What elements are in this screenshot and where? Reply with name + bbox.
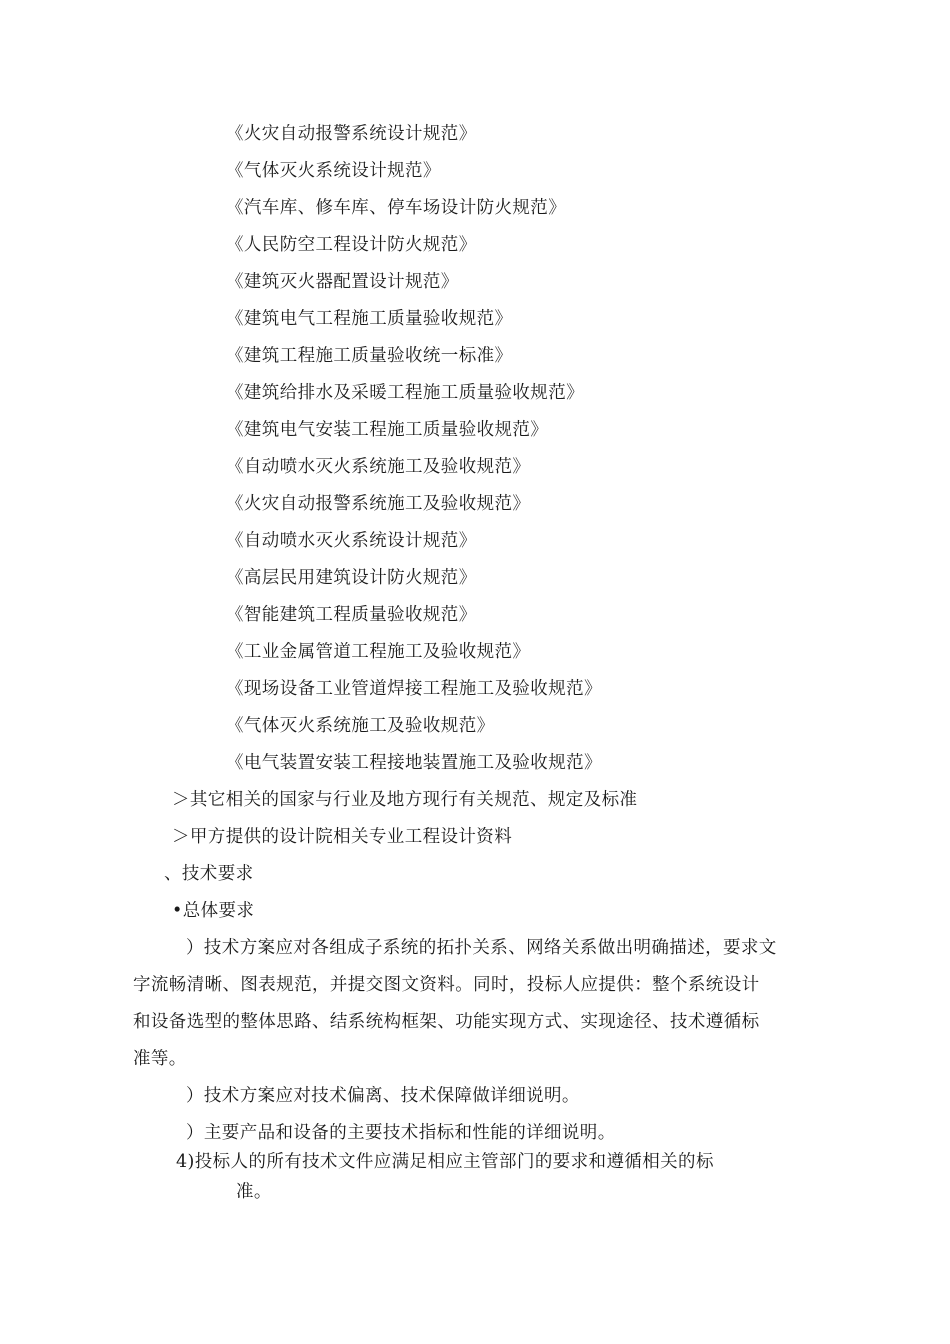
requirement-item-4-line-1: 4)投标人的所有技术文件应满足相应主管部门的要求和遵循相关的标 <box>176 1152 714 1172</box>
standard-item: 《现场设备工业管道焊接工程施工及验收规范》 <box>226 679 602 699</box>
standard-item: 《火灾自动报警系统设计规范》 <box>226 124 477 144</box>
requirement-item-1-line-2: 字流畅清晰、图表规范，并提交图文资料。同时，投标人应提供：整个系统设计 <box>133 975 760 995</box>
requirement-item-3: ）主要产品和设备的主要技术指标和性能的详细说明。 <box>186 1123 616 1143</box>
standard-item: 《工业金属管道工程施工及验收规范》 <box>226 642 531 662</box>
subsection-heading: •总体要求 <box>172 901 255 921</box>
reference-bullet: ＞其它相关的国家与行业及地方现行有关规范、规定及标准 <box>172 790 638 810</box>
standard-item: 《智能建筑工程质量验收规范》 <box>226 605 477 625</box>
standard-item: 《自动喷水灭火系统设计规范》 <box>226 531 477 551</box>
standard-item: 《自动喷水灭火系统施工及验收规范》 <box>226 457 531 477</box>
section-heading: 、技术要求 <box>164 864 254 884</box>
standard-item: 《建筑电气工程施工质量验收规范》 <box>226 309 513 329</box>
standard-item: 《高层民用建筑设计防火规范》 <box>226 568 477 588</box>
requirement-item-1-line-1: ）技术方案应对各组成子系统的拓扑关系、网络关系做出明确描述，要求文 <box>186 938 777 958</box>
requirement-item-1-line-4: 准等。 <box>133 1049 187 1069</box>
standard-item: 《火灾自动报警系统施工及验收规范》 <box>226 494 531 514</box>
reference-bullet: ＞甲方提供的设计院相关专业工程设计资料 <box>172 827 513 847</box>
standard-item: 《汽车库、修车库、停车场设计防火规范》 <box>226 198 567 218</box>
standard-item: 《建筑灭火器配置设计规范》 <box>226 272 459 292</box>
standard-item: 《建筑给排水及采暖工程施工质量验收规范》 <box>226 383 584 403</box>
standard-item: 《气体灭火系统施工及验收规范》 <box>226 716 495 736</box>
standard-item: 《建筑电气安装工程施工质量验收规范》 <box>226 420 549 440</box>
standard-item: 《气体灭火系统设计规范》 <box>226 161 441 181</box>
requirement-item-4-line-2: 准。 <box>236 1182 272 1202</box>
requirement-item-2: ）技术方案应对技术偏离、技术保障做详细说明。 <box>186 1086 580 1106</box>
standard-item: 《电气装置安装工程接地装置施工及验收规范》 <box>226 753 602 773</box>
standard-item: 《建筑工程施工质量验收统一标准》 <box>226 346 513 366</box>
requirement-item-1-line-3: 和设备选型的整体思路、结系统构框架、功能实现方式、实现途径、技术遵循标 <box>133 1012 760 1032</box>
standard-item: 《人民防空工程设计防火规范》 <box>226 235 477 255</box>
